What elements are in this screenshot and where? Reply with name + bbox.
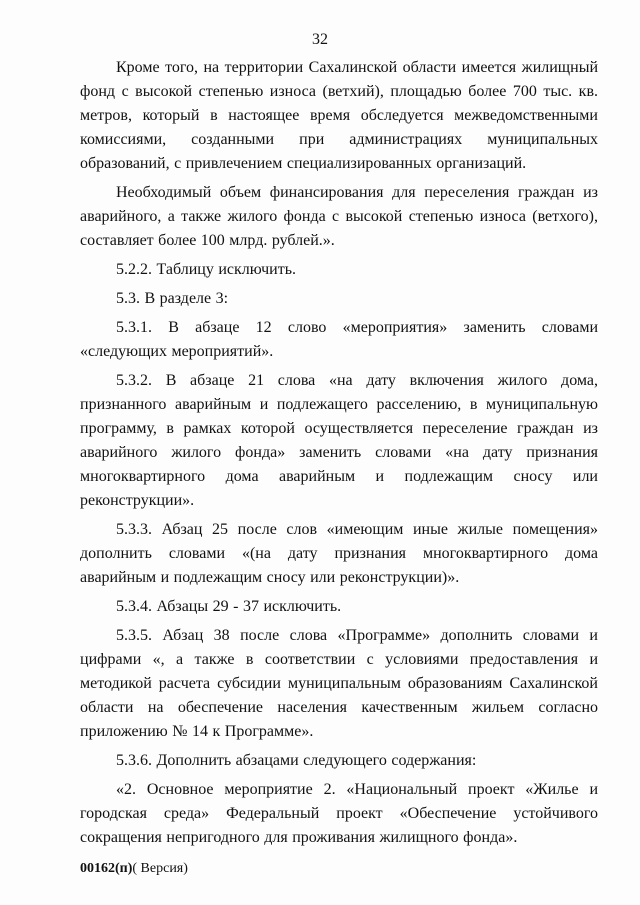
document-code: 00162(п) xyxy=(80,861,133,876)
paragraph-5-3-6: 5.3.6. Дополнить абзацами следующего содержания: xyxy=(116,752,477,769)
paragraph-main-activity-2: «2. Основное мероприятие 2. «Национальный проект «Жилье и городская среда» Федеральный проект «Обеспечение устойчивого сокращения непригодного для проживания жилищного фонда». xyxy=(80,781,598,846)
paragraph-5-3-3: 5.3.3. Абзац 25 после слов «имеющим иные жилые помещения» дополнить словами «(на дату признания многоквартирного дома аварийным и подлежащим сносу или реконструкции)». xyxy=(80,521,598,586)
paragraph-5-3-1: 5.3.1. В абзаце 12 слово «мероприятия» заменить словами «следующих мероприятий». xyxy=(80,319,598,360)
page-number: 32 xyxy=(312,31,328,48)
document-version: ( Версия) xyxy=(132,861,188,876)
body-text xyxy=(80,56,598,855)
paragraph-5-2-2: 5.2.2. Таблицу исключить. xyxy=(116,261,296,278)
paragraph-financing: Необходимый объем финансирования для переселения граждан из аварийного, а также жилого фонда с высокой степенью износа (ветхого), составляет более 100 млрд. рублей.». xyxy=(80,184,598,249)
paragraph-5-3-2: 5.3.2. В абзаце 21 слова «на дату включения жилого дома, признанного аварийным и подлежащего расселению, в муниципальную программу, в рамках которой осуществляется переселение граждан из аварийного жилого фонда» заменить словами «на дату признания многоквартирного дома аварийным и подлежащим сносу или реконструкции». xyxy=(80,372,598,509)
paragraph-5-3-4: 5.3.4. Абзацы 29 - 37 исключить. xyxy=(116,598,342,615)
paragraph-5-3: 5.3. В разделе 3: xyxy=(116,290,229,307)
paragraph-5-3-5: 5.3.5. Абзац 38 после слова «Программе» дополнить словами и цифрами «, а также в соответствии с условиями предоставления и методикой расчета субсидии муниципальным образованиям Сахалинской области на обеспечение населения качественным жильем согласно приложению № 14 к Программе». xyxy=(80,627,598,740)
document-footer xyxy=(80,860,188,878)
paragraph-housing-stock: Кроме того, на территории Сахалинской области имеется жилищный фонд с высокой степенью износа (ветхий), площадью более 700 тыс. кв. метров, который в настоящее время обследуется межведомственными комиссиями, созданными при администрациях муниципальных образований, с привлечением специализированных организаций. xyxy=(80,59,598,172)
